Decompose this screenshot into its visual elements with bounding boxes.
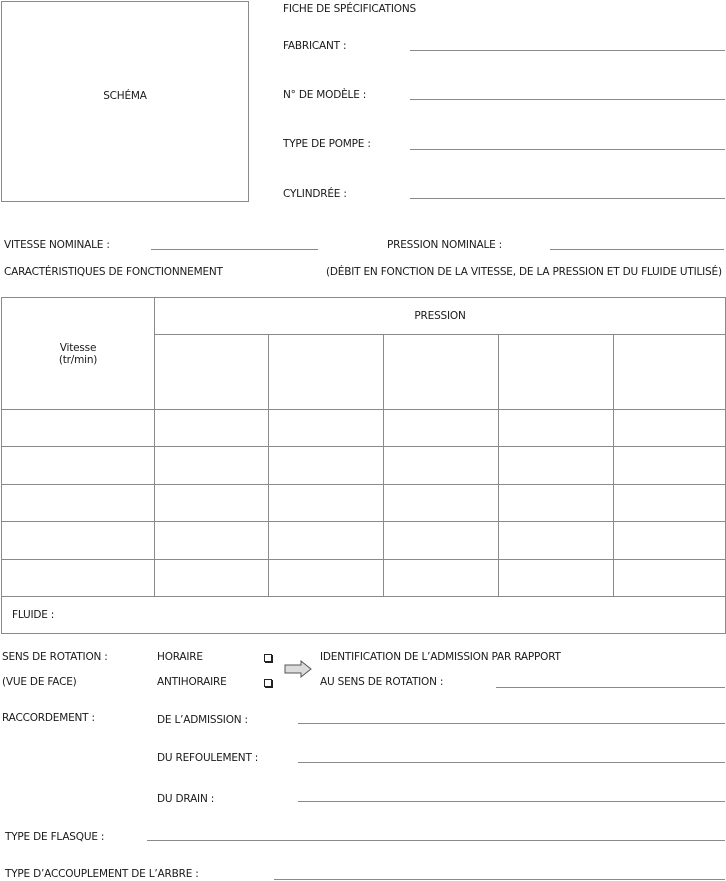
schema-box [1,1,249,202]
pump-type-label: TYPE DE POMPE : [283,138,371,150]
pressure-cell[interactable] [269,335,384,410]
speed-cell[interactable] [2,410,155,447]
flow-cell[interactable] [155,560,269,597]
flow-cell[interactable] [614,522,726,560]
rotation-label: SENS DE ROTATION : [2,651,108,663]
model-number-field[interactable] [410,99,725,100]
drain-label: DU DRAIN : [157,793,215,805]
identification-label-line2: AU SENS DE ROTATION : [320,676,444,688]
table-row [2,485,726,522]
flow-cell[interactable] [384,522,499,560]
nominal-pressure-label: PRESSION NOMINALE : [387,239,503,251]
flange-type-label: TYPE DE FLASQUE : [5,831,105,843]
flange-type-field[interactable] [147,840,725,841]
schema-label: SCHÉMA [103,90,147,102]
fluid-label: FLUIDE : [12,609,55,621]
counterclockwise-checkbox-icon[interactable] [264,679,272,687]
shaft-coupling-label: TYPE D’ACCOUPLEMENT DE L’ARBRE : [5,868,199,880]
speed-header [2,298,155,410]
table-row [2,522,726,560]
pump-type-field[interactable] [410,149,725,150]
flow-cell[interactable] [499,522,614,560]
flow-cell[interactable] [499,485,614,522]
flow-cell[interactable] [614,560,726,597]
inlet-label: DE L’ADMISSION : [157,714,248,726]
speed-header-unit: (tr/min) [58,353,98,366]
manufacturer-field[interactable] [410,50,725,51]
connection-label: RACCORDEMENT : [2,712,95,724]
rotation-sublabel: (VUE DE FACE) [2,676,77,688]
flow-cell[interactable] [384,447,499,485]
flow-cell[interactable] [155,485,269,522]
speed-cell[interactable] [2,447,155,485]
flow-cell[interactable] [384,485,499,522]
flow-cell[interactable] [269,447,384,485]
flow-cell[interactable] [614,447,726,485]
flow-cell[interactable] [384,560,499,597]
flow-cell[interactable] [499,410,614,447]
clockwise-label: HORAIRE [157,651,203,663]
nominal-speed-label: VITESSE NOMINALE : [4,239,110,251]
displacement-field[interactable] [410,198,725,199]
flow-cell[interactable] [384,410,499,447]
flow-cell[interactable] [269,410,384,447]
characteristics-label: CARACTÉRISTIQUES DE FONCTIONNEMENT [4,266,223,278]
counterclockwise-label: ANTIHORAIRE [157,676,227,688]
shaft-coupling-field[interactable] [274,879,725,880]
nominal-speed-field[interactable] [151,249,318,250]
displacement-label: CYLINDRÉE : [283,188,347,200]
fluid-cell[interactable] [2,597,726,634]
identification-label-line1: IDENTIFICATION DE L’ADMISSION PAR RAPPORT [320,651,561,663]
pressure-cell[interactable] [155,335,269,410]
speed-header-title: Vitesse [59,341,97,354]
table-row [2,410,726,447]
pressure-header: PRESSION [155,298,726,335]
nominal-pressure-field[interactable] [550,249,724,250]
table-row [2,447,726,485]
identification-field[interactable] [496,687,725,688]
pressure-cell[interactable] [384,335,499,410]
flow-cell[interactable] [269,522,384,560]
speed-cell[interactable] [2,485,155,522]
performance-table [1,297,726,634]
flow-cell[interactable] [499,560,614,597]
flow-cell[interactable] [269,485,384,522]
flow-cell[interactable] [155,410,269,447]
inlet-field[interactable] [298,723,725,724]
right-arrow-icon [283,659,313,679]
pressure-cell[interactable] [614,335,726,410]
outlet-field[interactable] [298,762,725,763]
pressure-cell[interactable] [499,335,614,410]
characteristics-note: (DÉBIT EN FONCTION DE LA VITESSE, DE LA PRESSION ET DU FLUIDE UTILISÉ) [326,266,722,278]
speed-cell[interactable] [2,560,155,597]
flow-cell[interactable] [269,560,384,597]
speed-cell[interactable] [2,522,155,560]
model-number-label: N° DE MODÈLE : [283,89,367,101]
flow-cell[interactable] [155,522,269,560]
table-row [2,560,726,597]
drain-field[interactable] [298,801,725,802]
form-title: FICHE DE SPÉCIFICATIONS [283,3,416,15]
flow-cell[interactable] [499,447,614,485]
clockwise-checkbox-icon[interactable] [264,654,272,662]
flow-cell[interactable] [614,410,726,447]
manufacturer-label: FABRICANT : [283,40,347,52]
flow-cell[interactable] [155,447,269,485]
flow-cell[interactable] [614,485,726,522]
outlet-label: DU REFOULEMENT : [157,752,259,764]
